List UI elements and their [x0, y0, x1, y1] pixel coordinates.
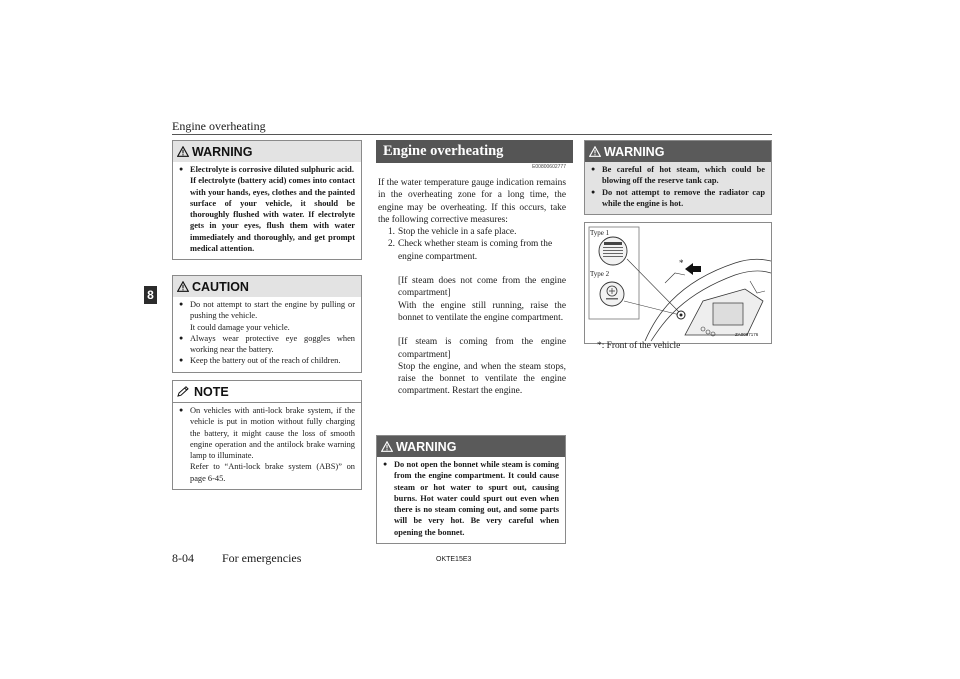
- procedure-text: [378, 177, 566, 398]
- bullet-icon: ●: [179, 333, 184, 342]
- warning-heading: WARNING: [192, 144, 253, 159]
- bullet-icon: ●: [179, 356, 184, 365]
- procedure-step: [378, 226, 566, 238]
- caution-triangle-icon: [177, 281, 189, 292]
- engine-illustration: [585, 223, 771, 343]
- type2-label: Type 2: [590, 270, 610, 278]
- figure-caption: *: Front of the vehicle: [597, 341, 681, 351]
- bullet-icon: ●: [383, 460, 388, 468]
- step-text: Stop the vehicle in a safe place.: [398, 227, 517, 238]
- warning-triangle-icon: [381, 441, 393, 452]
- warning-header: [173, 141, 361, 162]
- intro-paragraph: If the water temperature gauge indication remains in the overheating zone for a long time, the engine may be overheating. If this occurs, take the following corrective measures:: [378, 178, 566, 225]
- procedure-step: [378, 238, 566, 263]
- bullet-icon: ●: [179, 165, 184, 173]
- bullet-icon: ●: [591, 187, 596, 196]
- warning-triangle-icon: [589, 146, 601, 157]
- caution-text: Do not attempt to start the engine by pulling or pushing the vehicle. It could damage your vehicle.: [190, 300, 355, 332]
- bullet-icon: ●: [179, 406, 184, 414]
- list-item: [383, 459, 559, 538]
- pencil-note-icon: [177, 386, 191, 397]
- page-number: 8-04: [172, 551, 194, 565]
- caution-heading: CAUTION: [192, 279, 249, 294]
- list-item: [179, 333, 355, 356]
- chapter-tab: 8: [144, 286, 157, 304]
- step-number: 2.: [387, 239, 395, 250]
- list-item: [179, 355, 355, 366]
- warning-triangle-icon: [177, 146, 189, 157]
- section-code: E00800602777: [532, 164, 566, 170]
- front-marker: *: [679, 258, 684, 268]
- doc-code: OKTE15E3: [436, 556, 472, 563]
- abs-note-box: [172, 380, 362, 490]
- header-rule: [172, 134, 772, 135]
- warning-heading: WARNING: [396, 439, 457, 454]
- steam-warning-box: [584, 140, 772, 215]
- warning-text: Do not attempt to remove the radiator cap while the engine is hot.: [602, 187, 765, 208]
- battery-warning-box: [172, 140, 362, 260]
- caution-text: Always wear protective eye goggles when working near the battery.: [190, 333, 355, 355]
- steam-heading: [If steam is coming from the engine compartment]: [398, 337, 566, 360]
- warning-heading: WARNING: [604, 144, 665, 159]
- engine-compartment-figure: [584, 222, 772, 344]
- list-item: [591, 187, 765, 210]
- list-item: [179, 164, 355, 254]
- warning-header: [585, 141, 771, 162]
- list-item: [591, 164, 765, 187]
- section-name: For emergencies: [222, 551, 302, 565]
- warning-header: [377, 436, 565, 457]
- list-item: [179, 299, 355, 333]
- warning-text: Be careful of hot steam, which could be blowing off the reserve tank cap.: [602, 165, 765, 186]
- bullet-icon: ●: [591, 165, 596, 173]
- warning-text: Do not open the bonnet while steam is coming from the engine compartment. It could cause steam or hot water to spurt out, causing burns. Hot water could spurt out even when there is no steam coming out, and some parts will be very hot. Be very careful when opening the bonnet.: [394, 460, 559, 537]
- type1-label: Type 1: [590, 229, 610, 237]
- front-arrow-icon: [685, 263, 701, 275]
- section-title: Engine overheating: [376, 140, 573, 163]
- no-steam-text: With the engine still running, raise the bonnet to ventilate the engine compartment.: [398, 300, 566, 323]
- note-heading: NOTE: [194, 384, 229, 399]
- no-steam-heading: [If steam does not come from the engine compartment]: [398, 276, 566, 299]
- bullet-icon: ●: [179, 300, 184, 308]
- caution-header: [173, 276, 361, 297]
- steam-text: Stop the engine, and when the steam stops, raise the bonnet to ventilate the engine compartment. Restart the engine.: [398, 361, 566, 397]
- list-item: [179, 405, 355, 484]
- note-text: On vehicles with anti-lock brake system, if the vehicle is put in motion without fully charging the battery, it might cause the loss of smooth engine operation and the antilock brake warning lamp to illuminate. Refer to “Anti-lock brake system (ABS)” on page 6-45.: [190, 406, 355, 483]
- warning-text: Electrolyte is corrosive diluted sulphuric acid. If electrolyte (battery acid) comes into contact with your hands, eyes, clothes and the painted surface of your vehicle, it should be thoroughly flushed with water. If electrolyte gets in your eyes, flush them with water immediately and thoroughly, and get prompt medical attention.: [190, 165, 355, 254]
- step-number: 1.: [387, 227, 395, 238]
- bonnet-warning-box: [376, 435, 566, 544]
- caution-text: Keep the battery out of the reach of children.: [190, 356, 341, 366]
- battery-caution-box: [172, 275, 362, 373]
- figure-code: ZA0067176: [735, 332, 759, 337]
- running-title: Engine overheating: [172, 119, 266, 133]
- note-header: [173, 381, 361, 403]
- step-text: Check whether steam is coming from the engine compartment.: [398, 239, 553, 262]
